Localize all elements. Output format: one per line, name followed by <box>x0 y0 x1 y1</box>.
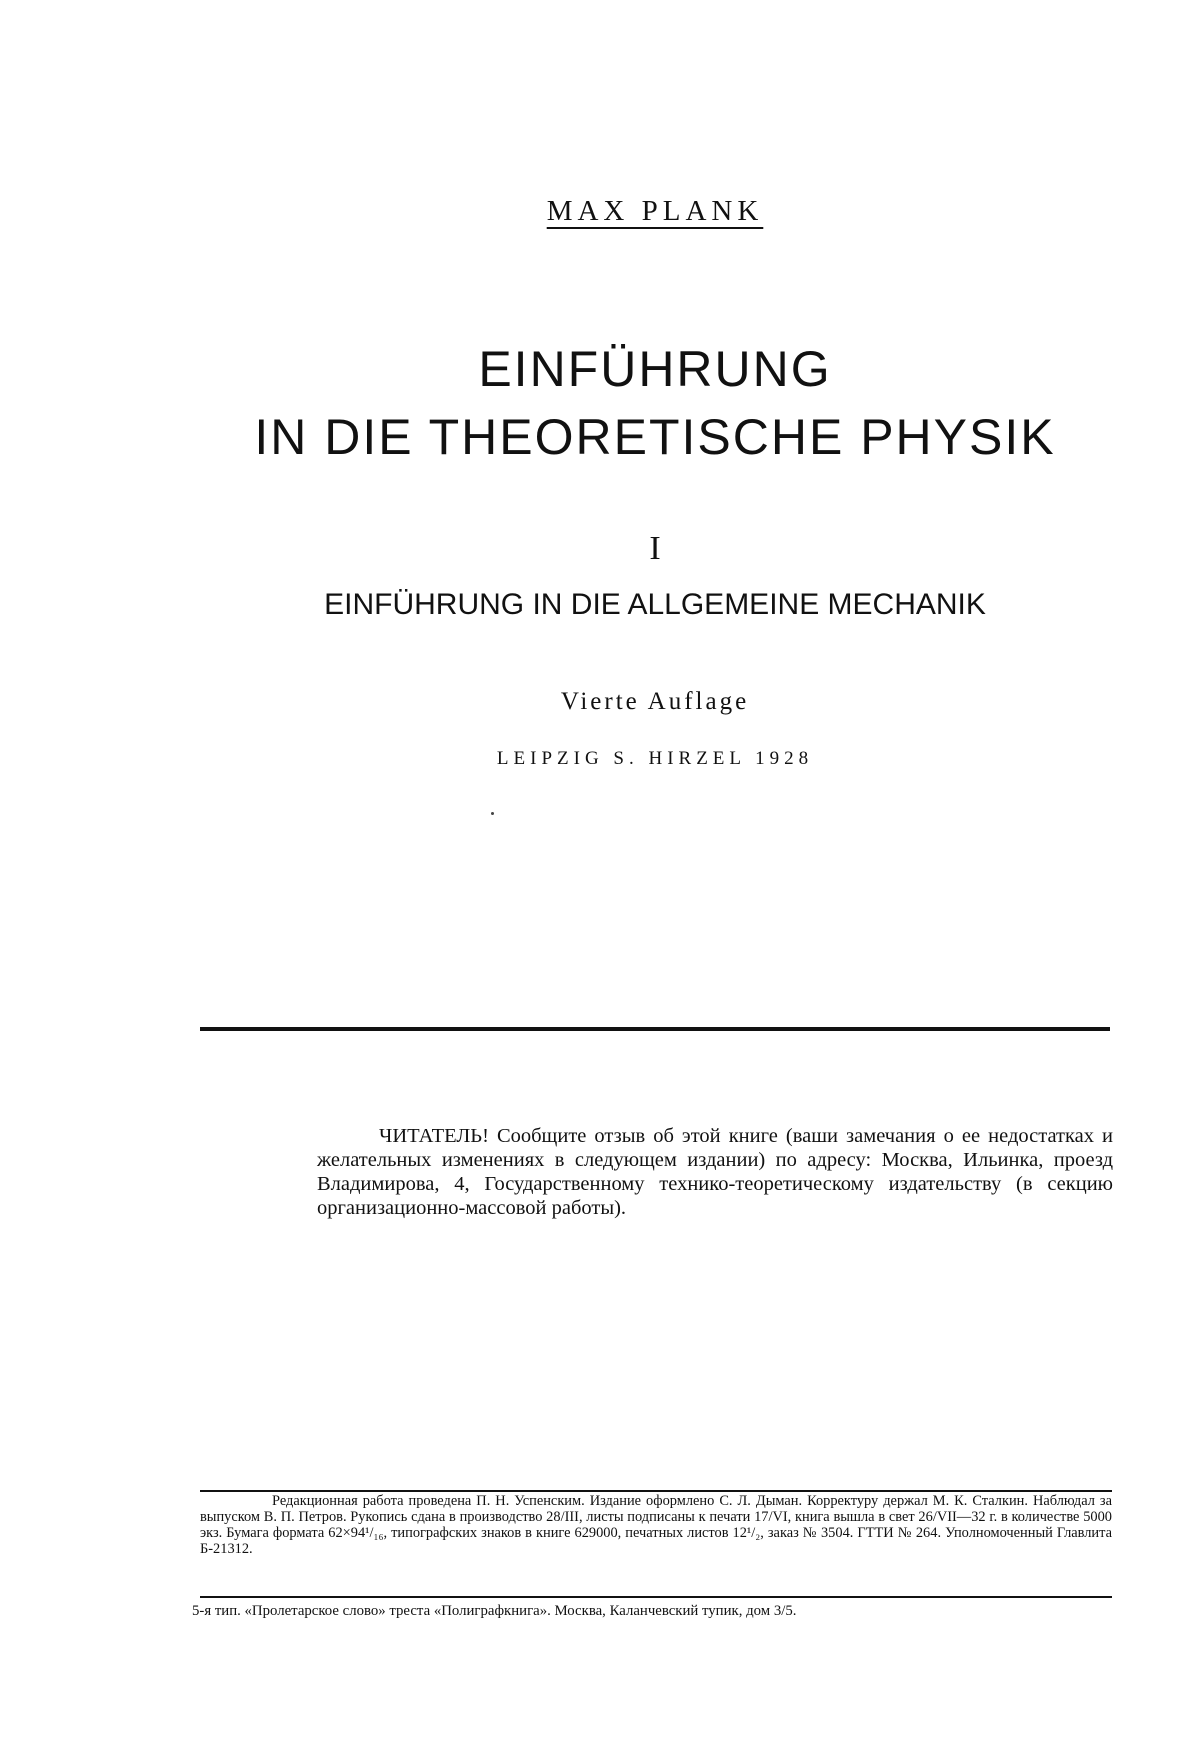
edition-label: Vierte Auflage <box>560 688 750 715</box>
printer-line: 5-я тип. «Пролетарское слово» треста «Полиграфкнига». Москва, Каланчевский тупик, дом 3/5. <box>192 1603 797 1619</box>
colophon-top-rule <box>200 1490 1112 1492</box>
book-title-line-1: EINFÜHRUNG <box>478 341 832 397</box>
author-name <box>0 195 1200 228</box>
section-divider <box>200 1027 1110 1031</box>
colophon-bottom-rule <box>200 1596 1112 1598</box>
colophon-credits: Редакционная работа проведена П. Н. Успенским. Издание оформлено С. Л. Дыман. Корректуру держал М. К. Сталкин. Наблюдал за выпуском В. П. Петров. Рукопись сдана в производство 28/III, листы подписаны к печати 17/VI, книга вышла в свет 26/VII—32 г. в количестве 5000 экз. Бумага формата 62×94¹/₁₆, типографских знаков в книге 629000, печатных листов 12¹/₂, заказ № 3504. ГТТИ № 264. Уполномоченный Главлита Б-21312. <box>200 1493 1112 1557</box>
volume-number: I <box>649 530 661 567</box>
publisher-imprint: LEIPZIG S. HIRZEL 1928 <box>496 748 814 769</box>
ornament-dot <box>491 812 494 815</box>
author-name-text: MAX PLANK <box>546 195 764 227</box>
volume-subtitle: EINFÜHRUNG IN DIE ALLGEMEINE MECHANIK <box>324 588 986 621</box>
book-title-line-2: IN DIE THEORETISCHE PHYSIK <box>254 409 1056 465</box>
reader-notice: ЧИТАТЕЛЬ! Сообщите отзыв об этой книге (ваши замечания о ее недостатках и желательных изменениях в следующем издании) по адресу: Москва, Ильинка, проезд Владимирова, 4, Государственному технико-теоретическому издательству (в секцию организационно-массовой работы). <box>317 1125 1113 1219</box>
